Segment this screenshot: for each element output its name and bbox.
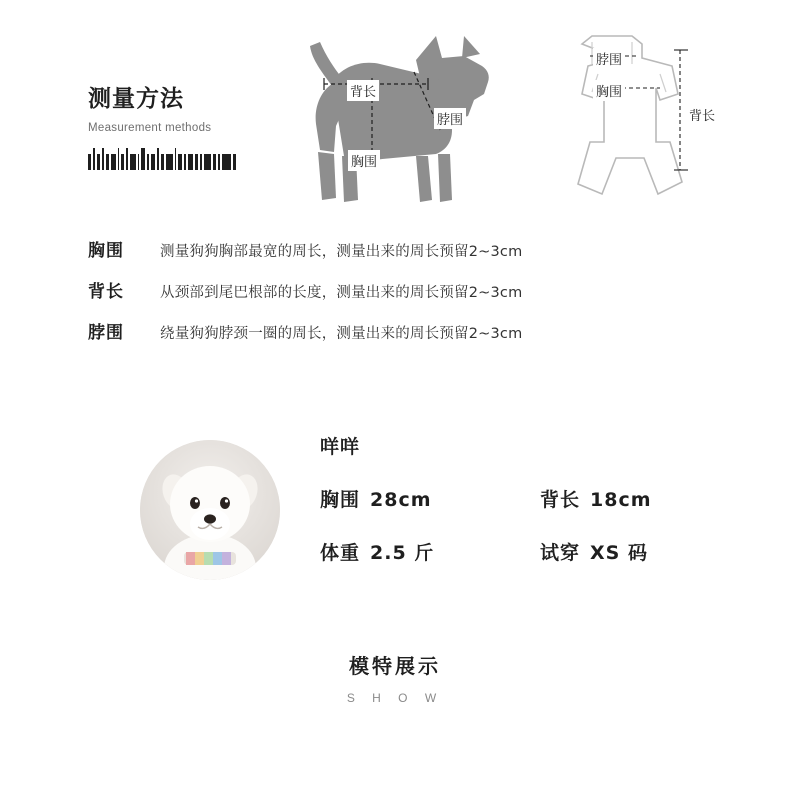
dog-label-neck: 脖围 [434, 108, 466, 129]
page-subtitle: Measurement methods [88, 121, 212, 134]
show-title: 模特展示 [349, 654, 441, 678]
definition-term: 脖围 [88, 323, 124, 343]
pajama-label-back-length: 背长 [686, 104, 718, 125]
page-title: 测量方法 [88, 86, 184, 112]
stat-value: 2.5 斤 [370, 542, 435, 564]
measurement-header [88, 86, 268, 170]
dog-label-back-length: 背长 [347, 80, 379, 101]
definition-description: 从颈部到尾巴根部的长度，测量出来的周长预留2~3cm [160, 285, 523, 301]
show-section [0, 650, 790, 705]
definition-row [88, 318, 708, 343]
definition-term: 胸围 [88, 241, 124, 261]
show-subtitle: S H O W [346, 691, 444, 705]
pajama-measurement-diagram [520, 22, 725, 217]
avatar [140, 440, 280, 580]
stat-label: 背长 [540, 489, 581, 511]
definition-row [88, 236, 708, 261]
pajama-label-chest: 胸围 [593, 80, 625, 101]
stat-label: 胸围 [320, 489, 361, 511]
definition-description: 测量狗狗胸部最宽的周长，测量出来的周长预留2~3cm [160, 244, 523, 260]
stat-value: XS 码 [590, 542, 648, 564]
model-profile [320, 432, 720, 565]
definition-description: 绕量狗狗脖颈一圈的周长，测量出来的周长预留2~3cm [160, 326, 523, 342]
stat-label: 体重 [320, 542, 361, 564]
dog-measurement-diagram [288, 26, 496, 216]
pet-name: 咩咩 [320, 436, 361, 458]
measurement-definitions [88, 236, 708, 359]
pet-stats [320, 485, 720, 565]
definition-row [88, 277, 708, 302]
stat-back-length [540, 485, 720, 512]
stat-label: 试穿 [540, 542, 581, 564]
dog-label-chest: 胸围 [348, 150, 380, 171]
stat-size [540, 538, 720, 565]
stat-weight [320, 538, 540, 565]
barcode-icon [88, 148, 236, 170]
definition-term: 背长 [88, 282, 124, 302]
stat-value: 18cm [590, 489, 652, 511]
stat-chest [320, 485, 540, 512]
pajama-label-neck: 脖围 [593, 48, 625, 69]
stat-value: 28cm [370, 489, 432, 511]
